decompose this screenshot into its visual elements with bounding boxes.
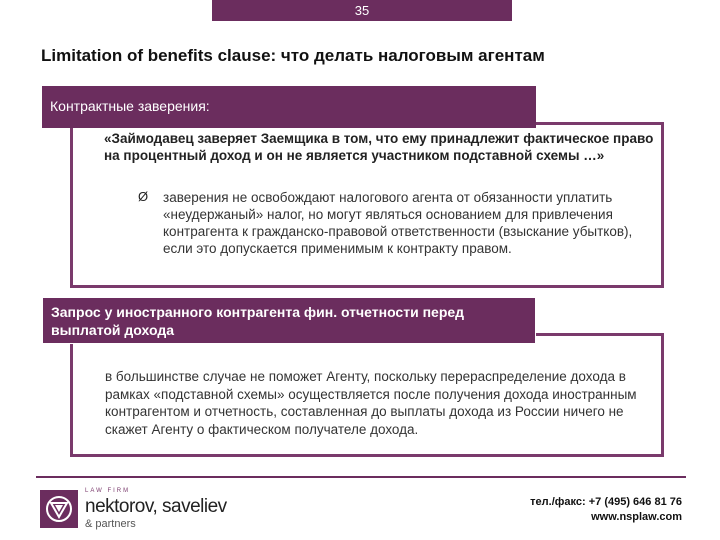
contract-quote: «Займодавец заверяет Заемщика в том, что ему принадлежит фактическое право на процентный доход и он не является участником подставной схемы …» <box>104 131 654 163</box>
phone-fax: тел./факс: +7 (495) 646 81 76 <box>530 496 682 508</box>
arrow-bullet-icon: Ø <box>138 189 149 204</box>
section-2-text: в большинстве случае не поможет Агенту, поскольку перераспределение дохода в рамках «подставной схемы» осуществляется после получения дохода иностранным контрагентом и отчетность, составленная до выплаты дохода из России ничего не скажет Агенту о фактическом получателе дохода. <box>105 369 637 437</box>
footer-divider <box>36 476 686 478</box>
section-1-label: Контрактные заверения: <box>42 86 536 128</box>
logo-emblem-icon <box>40 490 78 528</box>
slide-title: Limitation of benefits clause: что делать налоговым агентам <box>41 46 545 65</box>
bullet-text: заверения не освобождают налогового агента от обязанности уплатить «неудержаный» налог, но могут являться основанием для привлечения контрагента к гражданско-правовой ответственности (взыскание убытков), если это допускается применимым к контракту правом. <box>163 190 633 256</box>
logo-caption: LAW FIRM <box>85 488 131 494</box>
contacts <box>530 495 682 525</box>
logo-name: nektorov, saveliev <box>85 496 227 517</box>
section-2-label: Запрос у иностранного контрагента фин. отчетности перед выплатой дохода <box>42 297 536 344</box>
firm-logo <box>40 486 240 532</box>
website-link[interactable]: www.nsplaw.com <box>591 511 682 523</box>
page-number: 35 <box>212 0 512 21</box>
logo-subtitle: & partners <box>85 518 136 530</box>
